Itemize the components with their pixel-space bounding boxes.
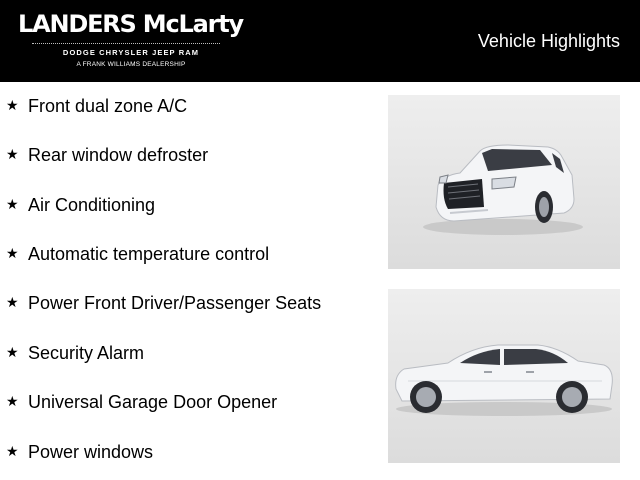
vehicle-photo-side[interactable] (388, 289, 620, 463)
list-item (0, 244, 380, 274)
dealer-logo[interactable] (18, 10, 243, 74)
star-icon: ★ (6, 147, 19, 163)
star-icon: ★ (6, 246, 19, 262)
star-icon: ★ (6, 444, 19, 460)
feature-label: Power Front Driver/Passenger Seats (28, 293, 322, 313)
star-icon: ★ (6, 394, 19, 410)
logo-brands: DODGE CHRYSLER JEEP RAM (62, 48, 200, 57)
car-side-illustration (388, 289, 620, 463)
list-item (0, 343, 380, 373)
feature-label: Universal Garage Door Opener (28, 392, 278, 412)
star-icon: ★ (6, 345, 19, 361)
list-item (0, 392, 380, 422)
logo-name: LANDERS McLarty (18, 10, 243, 38)
logo-divider (32, 43, 220, 44)
list-item (0, 293, 380, 323)
vehicle-photo-front[interactable] (388, 95, 620, 269)
feature-label: Power windows (28, 442, 154, 462)
feature-label: Air Conditioning (28, 195, 156, 215)
star-icon: ★ (6, 98, 19, 114)
list-item (0, 145, 380, 175)
list-item (0, 195, 380, 225)
list-item (0, 442, 380, 472)
page-title: Vehicle Highlights (477, 31, 620, 51)
feature-label: Front dual zone A/C (28, 96, 188, 116)
feature-label: Automatic temperature control (28, 244, 270, 264)
star-icon: ★ (6, 295, 19, 311)
feature-label: Rear window defroster (28, 145, 209, 165)
logo-tagline: A FRANK WILLIAMS DEALERSHIP (76, 61, 186, 68)
car-front-illustration (388, 95, 620, 269)
list-item (0, 96, 380, 126)
feature-label: Security Alarm (28, 343, 145, 363)
star-icon: ★ (6, 197, 19, 213)
header-bar (0, 0, 640, 82)
